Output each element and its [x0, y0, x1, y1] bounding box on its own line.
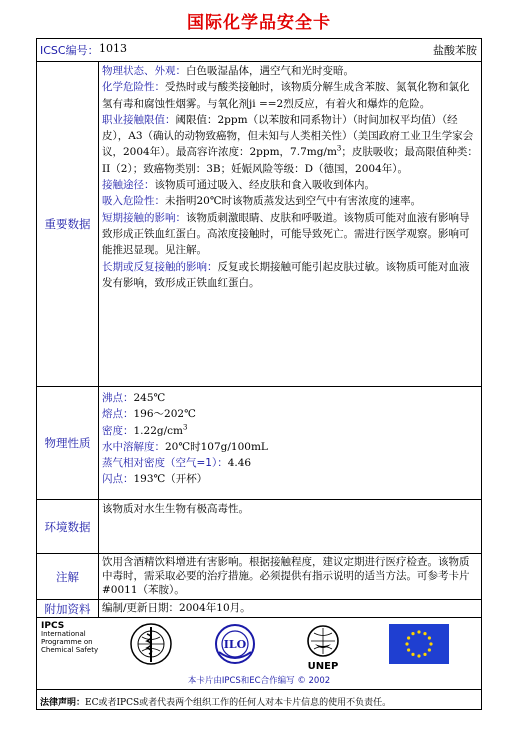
physical-properties-section	[37, 386, 481, 499]
eu-star-icon	[423, 653, 426, 656]
environment-label: 环境数据	[37, 500, 99, 553]
ilo-emblem-icon	[213, 622, 257, 666]
physical-properties-label: 物理性质	[37, 387, 99, 499]
eu-star-icon	[405, 642, 408, 645]
footer-logos	[37, 617, 481, 690]
icsc-id-label: ICSC编号：	[40, 44, 99, 57]
exposure-route-entry: 接触途径：该物质可通过吸入、经皮肤和食入吸收到体内。	[102, 179, 375, 192]
unep-emblem-icon	[301, 622, 345, 672]
physical-state-entry: 物理状态、外观：白色吸湿晶体，遇空气和光时变暗。	[102, 65, 354, 77]
additional-info-content	[99, 600, 481, 617]
important-data-label: 重要数据	[37, 62, 99, 386]
card-title: 国际化学品安全卡	[187, 13, 331, 33]
svg-text:ILO: ILO	[223, 638, 247, 651]
flash-point-entry: 闪点：193℃（开杯）	[102, 473, 208, 486]
legal-text: EC或者IPCS或者代表两个组织工作的任何人对本卡片信息的使用不负责任。	[85, 698, 392, 708]
environment-section	[37, 499, 481, 553]
footer-credit: 本卡片由IPCS和EC合作编写 © 2002	[187, 676, 331, 686]
eu-star-icon	[423, 632, 426, 635]
additional-info-label: 附加资料	[37, 600, 99, 617]
eu-flag-icon	[389, 624, 449, 664]
eu-star-icon	[407, 636, 410, 639]
ipcs-logo-text: IPCS International Programme on Chemical Safety	[41, 621, 99, 654]
long-term-entry: 长期或反复接触的影响：反复或长期接触可能引起皮肤过敏。该物质可能对血液发有影响，致形成正铁血红蛋白。	[102, 260, 470, 289]
boiling-point-entry: 沸点：245℃	[102, 392, 166, 404]
eu-star-icon	[411, 632, 414, 635]
eu-star-icon	[428, 636, 431, 639]
short-term-entry: 短期接触的影响：该物质刺激眼睛、皮肤和呼吸道。该物质可能对血液有影响导致形成正铁血红蛋白。高浓度接触时，可能导致死亡。需进行医学观察。影响可能推迟显现。见注解。	[102, 211, 470, 257]
notes-content	[99, 554, 481, 599]
eu-star-icon	[411, 653, 414, 656]
eu-star-icon	[428, 648, 431, 651]
exposure-limits-entry: 职业接触限值：阈限值：2ppm（以苯胺和同系物计）（时间加权平均值）（经皮），A3（确认的动物致癌物，但未知与人类相关性）（美国政府工业卫生学家会议，2004年）。最高容许浓度：2ppm，$7.7mg/m^3$；皮肤吸收；最高限值种类：II（2）；致癌物类别：3B；妊娠风险等级：D（德国，2004年）。	[102, 113, 478, 175]
notes-text: 饮用含酒精饮料增进有害影响。根据接触程度，建议定期进行医疗检查。该物质中毒时，需采取必要的治疗措施。必须提供有指示说明的适当方法。可参考卡片#0011（苯胺）。	[102, 556, 470, 596]
additional-info-section	[37, 599, 481, 617]
notes-label: 注解	[37, 554, 99, 599]
melting-point-entry: 熔点：196～202℃	[102, 408, 196, 421]
id-row	[37, 39, 481, 61]
legal-title: 法律声明：	[40, 698, 86, 708]
important-data-content	[99, 62, 481, 386]
icsc-id-value: 1013	[99, 42, 127, 55]
environment-text: 该物质对水生生物有极高毒性。	[102, 503, 249, 515]
environment-content	[99, 500, 481, 553]
eu-star-icon	[407, 648, 410, 651]
density-entry: 密度：$1.22g/cm^3$	[102, 423, 188, 437]
safety-card	[36, 38, 482, 710]
solubility-entry: 水中溶解度：20℃时107g/100mL	[102, 440, 268, 453]
eu-star-icon	[417, 630, 420, 633]
who-emblem-icon	[129, 622, 173, 666]
chemical-hazard-entry: 化学危险性：受热时或与酸类接触时，该物质分解生成含苯胺、氮氧化物和氯化氢有毒和腐蚀性烟雾。与氧化剂ji ==2烈反应，有着火和爆炸的危险。	[102, 81, 470, 110]
svg-text:UNEP: UNEP	[307, 661, 339, 672]
legal-notice	[37, 689, 481, 711]
important-data-section	[37, 61, 481, 386]
physical-properties-content	[99, 387, 481, 499]
additional-info-text: 编制/更新日期：2004年10月。	[102, 602, 251, 614]
eu-star-icon	[417, 654, 420, 657]
eu-star-icon	[429, 642, 432, 645]
chemical-name: 盐酸苯胺	[433, 44, 477, 57]
vapor-density-entry: 蒸气相对密度（空气=1）：4.46	[102, 457, 252, 470]
inhalation-entry: 吸入危险性：未指明20℃时该物质蒸发达到空气中有害浓度的速率。	[102, 195, 422, 208]
notes-section	[37, 553, 481, 599]
